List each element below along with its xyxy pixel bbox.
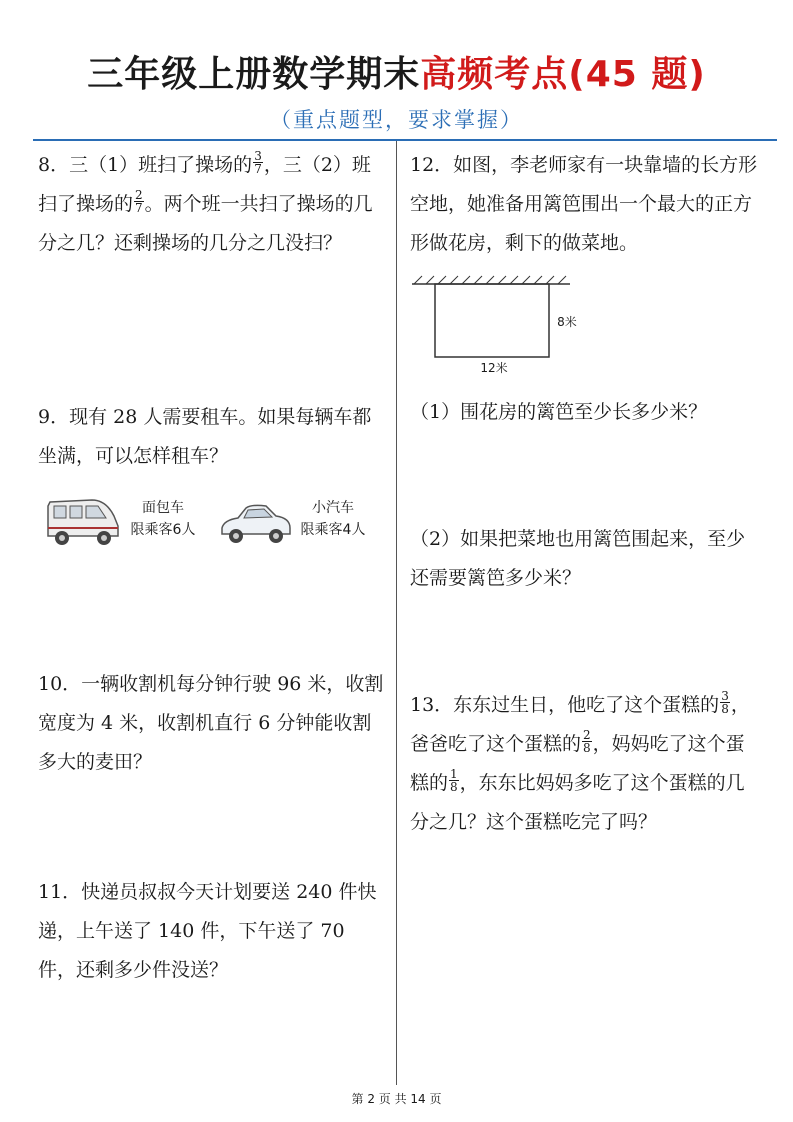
- fraction-numerator: 3: [721, 688, 729, 703]
- question-11: 11．快递员叔叔今天计划要送 240 件快递，上午送了 140 件，下午送了 70 件，还剩多少件没送？: [38, 881, 377, 981]
- car-capacity: 限乘客4人: [300, 522, 366, 538]
- van-capacity: 限乘客6人: [130, 522, 196, 538]
- fraction-denominator: 8: [583, 740, 591, 755]
- fraction: [134, 189, 144, 214]
- q13-text-pre: 13．东东过生日，他吃了这个蛋糕的: [410, 694, 720, 716]
- fraction: [449, 768, 459, 793]
- q13-text-post: ，东东比妈妈多吃了这个蛋糕的几分之几？这个蛋糕吃完了吗？: [410, 772, 745, 833]
- q13-text-mid2: ，妈妈吃了这个蛋糕的: [410, 733, 745, 794]
- q13-text-mid1: ，爸爸吃了这个蛋糕的: [410, 694, 750, 755]
- column-divider: [396, 141, 397, 1085]
- fraction-denominator: 8: [450, 779, 458, 794]
- van-name: 面包车: [142, 500, 184, 516]
- fraction-denominator: 7: [254, 161, 262, 176]
- page-title: [0, 46, 793, 97]
- page-subtitle: （重点题型，要求掌握）: [270, 108, 523, 132]
- fraction-numerator: 3: [254, 148, 262, 163]
- garden-diagram: [410, 274, 590, 384]
- title-main: 三年级上册数学期末: [87, 54, 421, 95]
- question-12: 12．如图，李老师家有一块靠墙的长方形空地，她准备用篱笆围出一个最大的正方形做花房，剩下的做菜地。: [410, 154, 758, 254]
- fraction-denominator: 7: [135, 200, 143, 215]
- question-9: 9．现有 28 人需要租车。如果每辆车都坐满，可以怎样租车？: [38, 406, 372, 467]
- fraction-numerator: 1: [450, 766, 458, 781]
- question-10: 10．一辆收割机每分钟行驶 96 米，收割宽度为 4 米，收割机直行 6 分钟能收割多大的麦田？: [38, 673, 384, 773]
- car-name: 小汽车: [312, 500, 354, 516]
- height-label: 8米: [557, 315, 577, 329]
- question-12-part-2: （2）如果把菜地也用篱笆围起来，至少还需要篱笆多少米？: [410, 528, 746, 589]
- width-label: 12米: [480, 361, 508, 375]
- question-8: [38, 146, 386, 263]
- fraction-numerator: 2: [583, 727, 591, 742]
- title-highlight: 高频考点(45 题): [420, 54, 706, 95]
- van-icon: [44, 492, 124, 548]
- fraction-denominator: 8: [721, 701, 729, 716]
- fraction: [720, 690, 730, 715]
- q8-text-pre: 8．三（1）班扫了操场的: [38, 154, 253, 176]
- question-13: [410, 686, 760, 842]
- vehicle-illustrations: [38, 490, 386, 550]
- page-footer: 第 2 页 共 14 页: [351, 1092, 442, 1106]
- header-divider: [33, 139, 777, 141]
- fraction: [253, 150, 263, 175]
- fraction-numerator: 2: [135, 187, 143, 202]
- fraction: [582, 729, 592, 754]
- q8-text-post: 。两个班一共扫了操场的几分之几？还剩操场的几分之几没扫？: [38, 193, 373, 254]
- question-12-part-1: （1）围花房的篱笆至少长多少米？: [410, 401, 708, 423]
- q8-text-mid: ，三（2）班扫了操场的: [38, 154, 371, 215]
- car-icon: [218, 498, 294, 548]
